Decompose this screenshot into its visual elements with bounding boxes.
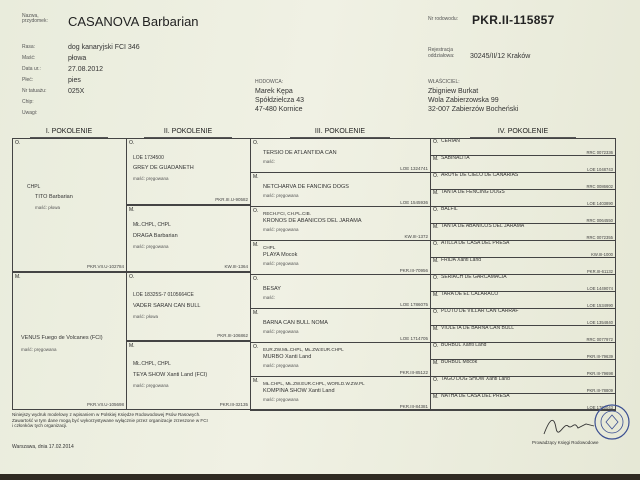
color: maść: pręgowana [133,244,169,249]
sex-value: pies [68,77,81,84]
reg-number: PKR.III-78809 [586,388,613,393]
column-header-gen3: III. POKOLENIE [250,128,430,135]
sex-mark: M. [433,190,439,196]
breeder-name: Marek Kępa [255,88,293,95]
sex-mark: M. [433,360,439,366]
gen4-16 [430,393,616,411]
sex-mark: M. [253,310,259,316]
color: maść: pręgowana [133,176,169,181]
owner-name: Zbigniew Burkat [428,88,479,95]
footer-note [12,412,208,429]
sex-mark: M. [253,378,259,384]
gen4-14 [430,359,616,377]
color: maść: pręgowana [263,193,299,198]
place-date: Warszawa, dnia 17.02.2014 [12,444,74,450]
gen2-4 [126,341,251,410]
color: maść: pręgowana [263,227,299,232]
color-label: Maść: [22,55,36,61]
dog-name: BURBUL Mocok [441,359,478,365]
breeder-label: HODOWCA: [255,79,284,85]
gen4-15 [430,376,616,394]
reg-number: LOE 1700043 [587,405,613,410]
dog-name: VIOLETA DE BARNA CAN BULL [441,325,514,331]
color-value: płowa [68,55,87,62]
dog-name: ATILLA DE CASA DEL PRESA [441,240,510,246]
color: maść: pręgowana [21,347,57,352]
sex-mark: O. [253,276,259,282]
color: maść: pręgowana [263,329,299,334]
number-label: Nr rodowodu: [428,16,459,22]
sex-mark: O. [433,377,439,383]
gen3-7 [250,342,431,377]
dog-name: DRAGA Barbarian [133,233,178,239]
sex-mark: M. [433,258,439,264]
breeder-street: Spółdzielcza 43 [255,97,305,104]
gen2-1 [126,138,251,205]
reg-number: LOE 1048743 [587,167,613,172]
gen3-4 [250,240,431,275]
reg-number: LOE 1534990 [587,303,613,308]
reg-number: RRC 0086602 [586,184,613,189]
sex-mark: M. [129,343,135,349]
dog-name: SABINALITA [441,155,470,161]
dog-name: TITO Barbarian [35,194,73,200]
gen1-sire [12,138,127,272]
sex-mark: M. [433,326,439,332]
dog-name: BESAY [263,286,281,292]
dog-name: TARA DE EL CALARACO [441,291,499,297]
gen4-1 [430,138,616,156]
reg-number: PKR.III-106862 [217,333,248,338]
dog-name: MURBO Xanti Land [263,354,312,360]
gen4-10 [430,291,616,309]
reg-number: PKR.III-61132 [587,269,613,274]
gen2-3 [126,272,251,341]
sex-label: Płeć: [22,77,34,83]
dog-name: BARNA CAN BULL NOMA [263,320,328,326]
color: maść: pręgowana [263,261,299,266]
reg-number: RRC 0064550 [586,218,613,223]
dog-name: FRIDA Xanti Land [441,257,482,263]
color: maść: pręgowana [263,397,299,402]
reg-number: LOE 1714705 [400,336,428,341]
breeder-city: 47-480 Kornice [255,106,303,113]
reg-number: PKR.VII.U-102784 [86,264,124,269]
color: maść: [263,295,276,300]
reg-number: RRC 0072336 [586,150,613,155]
gen4-8 [430,257,616,275]
dog-name: ARUYE DE CIELO DE CANARIAS [441,172,519,178]
sex-mark: M. [433,224,439,230]
note-line: Niniejszy wydruk modelowy z wpisaniem w Polskiej Księdze Rodowodowej Psów Rasowych. [12,412,201,417]
sex-mark: O. [129,274,135,280]
gen3-5 [250,274,431,309]
color: maść: [263,159,276,164]
reg-number: RRC 0072355 [586,235,613,240]
sex-mark: O. [15,140,21,146]
dog-name: KOMPINA SHOW Xanti Land [263,388,335,394]
column-header-gen4: IV. POKOLENIE [430,128,616,135]
reg-number: LOE 1545936 [400,200,428,205]
gen4-11 [430,308,616,326]
reg-number: KW.III-1364 [224,264,248,269]
gen3-1 [250,138,431,173]
title: EUR.ZW.MŁ.CHPL, MŁ.ZW.EUR.CHPL [263,347,344,352]
sex-mark: O. [433,275,439,281]
reg-number: PKR.III-79698 [586,371,613,376]
dog-name: TEYA SHOW Xanti Land (FCI) [133,372,208,378]
dog-name: TANTA DE ABANICOS DEL JARAMA [441,223,525,229]
gen3-6 [250,308,431,343]
reg-number: LOE 1324741 [400,166,428,171]
sex-mark: M. [129,207,135,213]
reg-number: PKR.III.U-90582 [215,197,248,202]
dog-name: PLAYA Mocok [263,252,298,258]
reg-number: LOE 1354840 [587,320,613,325]
owner-street: Wola Zabierzowska 99 [428,97,499,104]
owner-city: 32-007 Zabierzów Bocheński [428,106,519,113]
dog-name: TAGO DOG SHOW Xanti Land [441,376,510,382]
sex-mark: O. [253,208,259,214]
gen4-7 [430,240,616,258]
sex-mark: O. [253,344,259,350]
signature-label: Prowadzący Księgi Rodowodowe [532,440,599,445]
signature-icon [540,412,600,440]
tattoo-label: Nr tatuażu: [22,88,47,94]
title: CHPL [263,245,276,250]
registration-value: 30245/II/12 Kraków [470,53,531,60]
gen2-2 [126,205,251,272]
title: MŁ.CHPL, CHPL [133,222,171,228]
dog-name: VENUS Fuego de Volcanes (FCI) [21,335,103,341]
gen3-2 [250,172,431,207]
reg-number: KW.III-1372 [404,234,428,239]
column-header-gen2: II. POKOLENIE [126,128,250,135]
title: MŁ.CHPL, MŁ.ZW.EUR.CHPL, WORLD.W.ZW.PL [263,381,365,386]
sex-mark: O. [433,309,439,315]
color: maść: płowa [35,205,61,210]
color: maść: pręgowana [263,363,299,368]
gen4-9 [430,274,616,292]
remarks-label: Uwagi: [22,110,38,116]
gen4-5 [430,206,616,224]
note-line: i członków tych organizacji. [12,423,68,428]
gen4-2 [430,155,616,173]
gen1-dam [12,272,127,410]
registration-label: Rejestracja oddziałowa: [428,47,455,59]
dob-label: Data ur.: [22,66,41,72]
sex-mark: O. [433,207,439,213]
gen4-3 [430,172,616,190]
title: RECH.FCI, CH.PL.CIB. [263,211,311,216]
dog-name: SERIACH DE GARCAMACIA [441,274,507,280]
title: LOE 18325S-7 0105664CE [133,292,194,298]
reg-number: PKR.III-32135 [219,402,248,407]
reg-number: LOE 1403890 [587,201,613,206]
stamp-icon [592,402,632,442]
owner-label: WŁAŚCICIEL: [428,79,460,85]
dog-name: KRONOS DE ABANICOS DEL JARAMA [263,218,362,224]
gen4-6 [430,223,616,241]
reg-number: PKR.III-79639 [586,354,613,359]
reg-number: PKR.III-85122 [399,370,428,375]
dog-name: TANTA DE FENCING DOGS [441,189,505,195]
color: maść: pręgowana [133,383,169,388]
dog-name: NETCHARVA DE FANCING DOGS [263,184,349,190]
note-line: Zawartość w tym dane mogą być wykorzystywane wyłącznie przez organizacje zrzeszone w FCI [12,417,208,423]
dog-name: BURBUL Xanti Land [441,342,487,348]
dog-name: CASANOVA Barbarian [68,14,199,29]
sex-mark: O. [129,140,135,146]
reg-number: RRC 0077972 [586,337,613,342]
sex-mark: M. [433,394,439,400]
dog-name: PLUTO DE VILLAR CAN CARRAF [441,308,519,314]
reg-number: PKR.III-84381 [399,404,428,409]
sex-mark: O. [433,173,439,179]
tattoo-value: 025X [68,88,85,95]
dog-name: TERSIO DE ATLANTIDA CAN [263,150,337,156]
sex-mark: M. [433,156,439,162]
gen3-8 [250,376,431,411]
color: maść: płowa [133,314,159,319]
dog-name: GREY DE GUADANETH [133,165,194,171]
title: LOE 1734500 [133,155,164,161]
sex-mark: M. [253,174,259,180]
reg-number: KW.III-1000 [591,252,613,257]
reg-number: LOE 1786075 [400,302,428,307]
gen4-12 [430,325,616,343]
sex-mark: M. [253,242,259,248]
chip-label: Chip: [22,99,34,105]
breed-label: Rasa: [22,44,36,50]
sex-mark: O. [253,140,259,146]
dob-value: 27.08.2012 [68,66,104,73]
sex-mark: O. [433,241,439,247]
gen4-4 [430,189,616,207]
dog-name: BALFIL [441,206,458,212]
title: MŁ.CHPL, CHPL [133,361,171,367]
sex-mark: O. [433,343,439,349]
pedigree-number: PKR.II-115857 [472,13,555,27]
dog-name: CERIAN [441,138,460,144]
dog-name: VADER SARAN CAN BULL [133,303,201,309]
gen4-13 [430,342,616,360]
title: CHPL [27,184,41,190]
gen3-3 [250,206,431,241]
breed-value: dog kanaryjski FCI 346 [68,44,140,51]
dog-name: NATHA DE CASA DEL PRESA [441,393,510,399]
sex-mark: M. [15,274,21,280]
reg-number: PKR.III-70956 [399,268,428,273]
sex-mark: O. [433,139,439,145]
name-label: Nazwa, przydomek: [22,13,48,24]
reg-number: PKR.VII.U-105698 [86,402,124,407]
reg-number: LOE 1449074 [587,286,613,291]
column-header-gen1: I. POKOLENIE [12,128,126,135]
sex-mark: M. [433,292,439,298]
